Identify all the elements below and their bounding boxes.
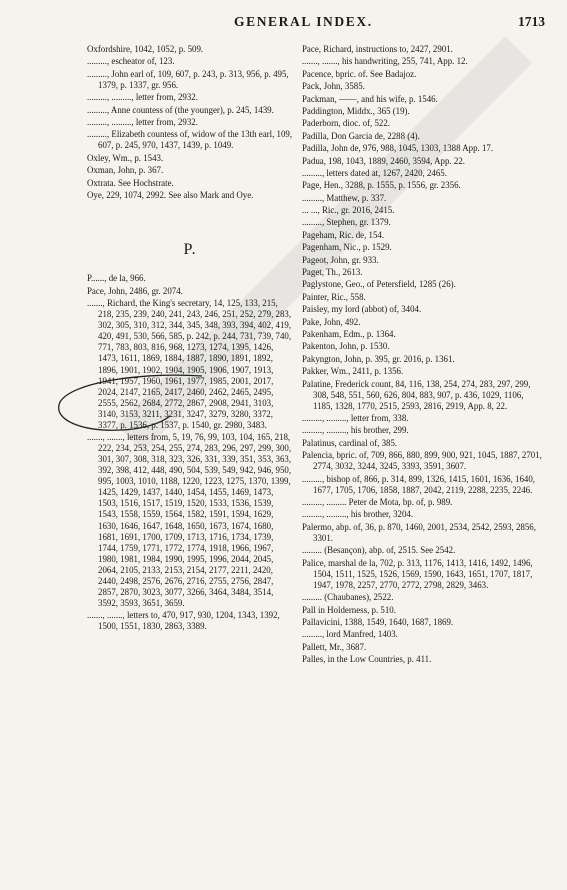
index-entry: Oxley, Wm., p. 1543.	[87, 152, 164, 163]
index-entry: ........., ........., letter from, 338.	[302, 413, 409, 424]
right-column	[302, 44, 544, 667]
index-entry: Palermo, abp. of, 36, p. 870, 1460, 2001, 2534, 2542, 2593, 2856, 3301.	[302, 521, 536, 543]
index-entry: Pageot, John, gr. 933.	[302, 254, 379, 265]
index-entry: Palatine, Frederick count, 84, 116, 138, 254, 274, 283, 297, 299, 308, 548, 551, 560, 626, 804, 883, 907, p. 436, 1029, 1106, 1185, 1328, 1770, 2515, 2593, 2816, 2919, App. 8, 22.	[302, 378, 531, 411]
index-entry: Pagenham, Nic., p. 1529.	[302, 242, 392, 253]
index-entry: Pakyngton, John, p. 395, gr. 2016, p. 1361.	[302, 353, 455, 364]
running-title: GENERAL INDEX.	[234, 14, 373, 29]
index-entry: Oxfordshire, 1042, 1052, p. 509.	[87, 44, 204, 54]
index-entry: ........., ......... Peter de Mota, bp. of, p. 989.	[302, 497, 453, 508]
section-gap	[87, 255, 293, 273]
index-entry: ........., bishop of, 866, p. 314, 899, 1326, 1415, 1601, 1636, 1640, 1677, 1705, 1706, 1858, 1887, 2042, 2119, 2288, 2235, 2246.	[302, 473, 535, 495]
index-entry: Padua, 198, 1043, 1889, 2460, 3594, App. 22.	[302, 155, 465, 166]
index-entry: Paderborn, dioc. of, 522.	[302, 118, 390, 129]
index-entry: ........., ........., letter from, 2932.	[87, 117, 198, 127]
index-entry: ......... (Besançon), abp. of, 2515. See 2542.	[302, 545, 456, 556]
index-entry: Pake, John, 492.	[302, 316, 361, 327]
index-entry: ........., ........., his brother, 3204.	[302, 509, 414, 520]
left-column	[87, 44, 293, 634]
index-entry: Paisley, my lord (abbot) of, 3404.	[302, 304, 422, 315]
page-header	[0, 14, 567, 34]
section-letter-heading: P.	[183, 241, 197, 259]
index-entry: Pack, John, 3585.	[302, 81, 365, 92]
index-entry: ........., Matthew, p. 337.	[302, 192, 387, 203]
index-entry: Painter, Ric., 558.	[302, 291, 366, 302]
index-entry: ......., Richard, the King's secretary, 14, 125, 133, 215, 218, 235, 239, 240, 241, 243, 246, 251, 252, 279, 283, 302, 305, 310, 312, 344, 345, 348, 393, 394, 402, 419, 420, 491, 530, 566, 585, p. 242, p. 244, 731, 739, 740, 771, 783, 803, 816, 968, 1273, 1274, 1395, 1426, 1473, 1611, 1869, 1884, 1887, 1890, 1891, 1892, 1896, 1901, 1902, 1904, 1905, 1906, 1907, 1913, 1941, 1957, 1960, 1961, 1977, 1985, 2001, 2017, 2024, 2147, 2165, 2417, 2460, 2462, 2465, 2495, 2555, 2562, 2684, 2772, 2867, 2908, 2941, 3103, 3140, 3153, 3211, 3231, 3247, 3279, 3280, 3372, 3377, p. 1536, p. 1537, p. 1540, gr. 2980, 3483.	[87, 298, 292, 430]
index-entry: Palles, in the Low Countries, p. 411.	[302, 654, 432, 665]
index-entry: ......., ......., letters from, 5, 19, 76, 99, 103, 104, 165, 218, 222, 234, 253, 254, 255, 274, 283, 296, 297, 299, 300, 301, 307, 308, 318, 323, 326, 331, 339, 351, 353, 363, 392, 398, 412, 448, 490, 504, 539, 549, 942, 946, 950, 995, 1003, 1010, 1188, 1220, 1223, 1275, 1370, 1399, 1425, 1429, 1437, 1440, 1454, 1455, 1469, 1473, 1503, 1516, 1517, 1519, 1520, 1533, 1536, 1539, 1543, 1558, 1559, 1564, 1582, 1591, 1594, 1629, 1630, 1646, 1647, 1648, 1650, 1673, 1674, 1680, 1681, 1691, 1700, 1709, 1713, 1716, 1734, 1739, 1744, 1759, 1771, 1772, 1774, 1918, 1966, 1967, 1980, 1981, 1984, 1990, 1995, 1996, 2044, 2045, 2064, 2105, 2133, 2153, 2154, 2177, 2211, 2420, 2440, 2498, 2576, 2676, 2716, 2755, 2756, 2847, 2857, 2870, 3023, 3077, 3266, 3464, 3484, 3514, 3592, 3593, 3651, 3659.	[87, 432, 292, 608]
index-entry: ... ..., Ric., gr. 2016, 2415.	[302, 205, 395, 216]
index-entry: Pace, Richard, instructions to, 2427, 2901.	[302, 44, 453, 54]
index-entry: P......, de la, 966.	[87, 273, 146, 284]
section-gap	[87, 202, 293, 244]
index-entry: Pakker, Wm., 2411, p. 1356.	[302, 366, 404, 377]
index-entry: Pace, John, 2486, gr. 2074.	[87, 285, 183, 296]
index-entry: Paglystone, Geo., of Petersfield, 1285 (26).	[302, 279, 456, 290]
index-entry: Pakenton, John, p. 1530.	[302, 341, 390, 352]
index-entry: Page, Hen., 3288, p. 1555, p. 1556, gr. 2356.	[302, 180, 461, 191]
index-entry: Palencia, bpric. of, 709, 866, 880, 899, 900, 921, 1045, 1887, 2701, 2774, 3032, 3244, 3245, 3393, 3591, 3607.	[302, 450, 542, 472]
index-entry: Pageham, Ric. de, 154.	[302, 229, 385, 240]
page-number: 1713	[518, 14, 545, 29]
index-entry: ......... (Chaubanes), 2522.	[302, 592, 394, 603]
index-entry: Pacence, bpric. of. See Badajoz.	[302, 68, 417, 79]
index-entry: Paget, Th., 2613.	[302, 267, 363, 278]
index-entry: Oye, 229, 1074, 2992. See also Mark and Oye.	[87, 190, 254, 200]
index-entry: ........., Stephen, gr. 1379.	[302, 217, 391, 228]
index-entry: ........., Elizabeth countess of, widow of the 13th earl, 109, 607, p. 245, 970, 1437, 1439, p. 1049.	[87, 129, 293, 151]
index-entry: Oxman, John, p. 367.	[87, 165, 164, 176]
index-entry: Palice, marshal de la, 702, p. 313, 1176, 1413, 1416, 1492, 1496, 1504, 1511, 1525, 1526, 1569, 1590, 1643, 1651, 1707, 1817, 1947, 1978, 2257, 2770, 2772, 2798, 2829, 3463.	[302, 557, 533, 590]
index-entry: Pallett, Mr., 3687.	[302, 641, 367, 652]
index-entry: Pakenham, Edm., p. 1364.	[302, 328, 396, 339]
index-entry: Paddington, Middx., 365 (19).	[302, 105, 410, 116]
index-entry: Oxtrata. See Hochstrate.	[87, 177, 174, 188]
index-entry: ........., ........., his brother, 299.	[302, 425, 409, 436]
index-entry: ......., ......., his handwriting, 255, 741, App. 12.	[302, 56, 468, 67]
index-entry: ........., Anne countess of (the younger), p. 245, 1439.	[87, 104, 274, 115]
index-entry: ......., ......., letters to, 470, 917, 930, 1204, 1343, 1392, 1500, 1551, 1830, 2863, 3389.	[87, 610, 280, 632]
index-entry: Padilla, John de, 976, 988, 1045, 1303, 1388 App. 17.	[302, 143, 494, 154]
index-entry: ........., letters dated at, 1267, 2420, 2465.	[302, 167, 447, 178]
index-entry: ........., ........., letter from, 2932.	[87, 92, 198, 103]
index-entry: ........., lord Manfred, 1403.	[302, 629, 398, 640]
index-entry: Padilla, Don Garcia de, 2288 (4).	[302, 130, 420, 141]
index-entry: Packman, ——, and his wife, p. 1546.	[302, 93, 438, 104]
index-entry: ........., John earl of, 109, 607, p. 243, p. 313, 956, p. 495, 1379, p. 1337, gr. 956.	[87, 68, 289, 90]
index-entry: Pallavicini, 1388, 1549, 1640, 1687, 1869.	[302, 616, 454, 627]
index-entry: Palatinus, cardinal of, 385.	[302, 437, 398, 448]
index-entry: Pall in Holderness, p. 510.	[302, 604, 396, 615]
index-entry: ........., escheator of, 123.	[87, 56, 175, 67]
